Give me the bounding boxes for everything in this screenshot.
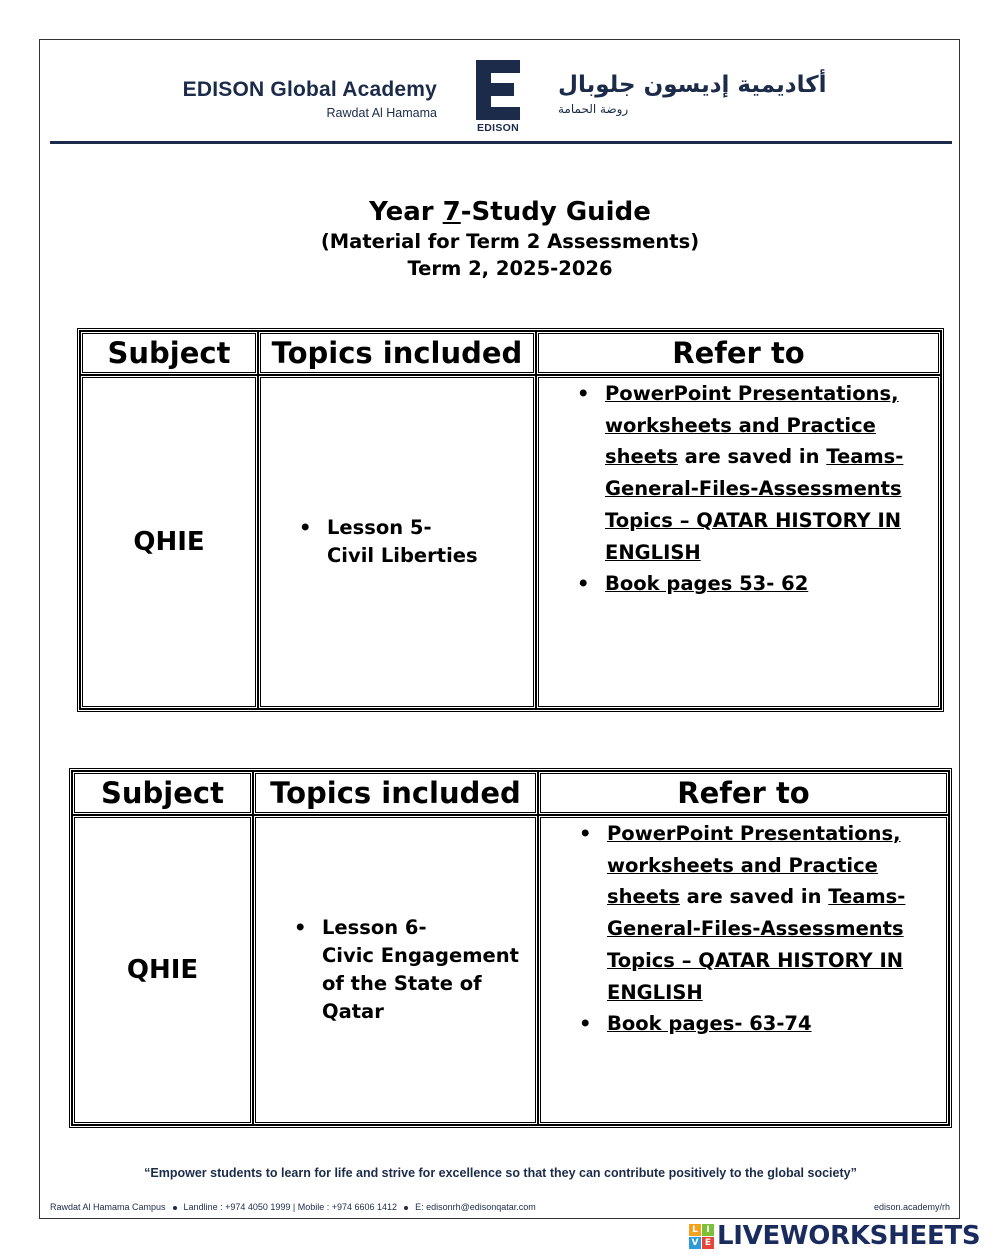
refer-item-book: [607, 1008, 940, 1040]
logo-letter: I: [702, 1224, 714, 1236]
topic-item: [322, 914, 535, 1026]
header-subject: Subject: [80, 331, 258, 375]
footer-contact: [50, 1202, 536, 1212]
header-divider: [50, 141, 952, 144]
campus-name-arabic: روضة الحمامة: [558, 102, 629, 116]
campus-name-english: Rawdat Al Hamama: [326, 106, 437, 120]
edison-e-icon: [472, 60, 524, 120]
study-guide-table-2: [69, 768, 952, 1128]
refer-cell: [538, 815, 949, 1125]
footer-website[interactable]: edison.academy/rh: [873, 1202, 950, 1212]
title-prefix: Year: [369, 197, 443, 227]
refer-book-pages: Book pages- 63-74: [607, 1012, 812, 1036]
topic-line: Lesson 6-: [322, 916, 427, 939]
header-refer: Refer to: [536, 331, 941, 375]
header-topics: Topics included: [253, 771, 538, 815]
refer-location-text: Teams-General-Files-Assessments Topics – QATAR HISTORY IN ENGLISH: [607, 885, 906, 1004]
title-line-2: (Material for Term 2 Assessments): [320, 230, 700, 253]
refer-connector-text: are saved in: [677, 445, 827, 469]
footer-email[interactable]: E: edisonrh@edisonqatar.com: [415, 1202, 536, 1212]
refer-location-text: Teams-General-Files-Assessments Topics – QATAR HISTORY IN ENGLISH: [605, 445, 904, 564]
topics-cell: [253, 815, 538, 1125]
title-line-1: [160, 196, 860, 228]
footer-motto: “Empower students to learn for life and strive for excellence so that they can contribute positively to the global society”: [144, 1166, 857, 1180]
topic-line: Lesson 5-: [327, 516, 432, 539]
title-line-3: Term 2, 2025-2026: [407, 257, 613, 280]
refer-materials-text: PowerPoint Presentations, worksheets and Practice sheets: [605, 382, 899, 469]
footer-phones: Landline : +974 4050 1999 | Mobile : +974 6606 1412: [183, 1202, 398, 1212]
topic-line: of the State of: [322, 972, 482, 995]
header-topics: Topics included: [258, 331, 536, 375]
refer-item-book: [605, 568, 924, 600]
liveworksheets-logo-icon: [689, 1224, 714, 1249]
refer-item-materials: [605, 378, 924, 568]
liveworksheets-watermark: [689, 1220, 980, 1252]
brand-english: [165, 78, 437, 120]
topic-item: [327, 514, 533, 570]
footer-campus: Rawdat Al Hamama Campus: [50, 1202, 166, 1212]
title-suffix: -Study Guide: [460, 197, 651, 227]
topics-cell: [258, 375, 536, 709]
liveworksheets-text: LIVEWORKSHEETS: [717, 1221, 981, 1251]
refer-cell: [536, 375, 941, 709]
brand-name-arabic: أكاديمية إديسون جلوبال: [558, 72, 827, 98]
title-year: 7: [442, 197, 461, 227]
topic-line: Civic Engagement: [322, 944, 519, 967]
header-subject: Subject: [72, 771, 253, 815]
topic-line: Civil Liberties: [327, 544, 478, 567]
study-guide-table-1: [77, 328, 944, 712]
logo-letter: V: [689, 1237, 701, 1249]
bullet-dot: [173, 1206, 177, 1210]
refer-connector-text: are saved in: [679, 885, 829, 909]
refer-materials-text: PowerPoint Presentations, worksheets and Practice sheets: [607, 822, 901, 909]
subject-cell: QHIE: [72, 815, 253, 1125]
brand-name-english: EDISON Global Academy: [182, 78, 437, 101]
brand-arabic: [558, 72, 838, 116]
topic-line: Qatar: [322, 1000, 384, 1023]
edison-logo: [472, 60, 524, 134]
document-title: [160, 196, 860, 282]
subject-cell: QHIE: [80, 375, 258, 709]
logo-letter: L: [689, 1224, 701, 1236]
header-refer: Refer to: [538, 771, 949, 815]
refer-book-pages: Book pages 53- 62: [605, 572, 809, 596]
refer-item-materials: [607, 818, 940, 1008]
bullet-dot: [404, 1206, 408, 1210]
logo-caption: EDISON: [476, 122, 520, 134]
logo-letter: E: [702, 1237, 714, 1249]
